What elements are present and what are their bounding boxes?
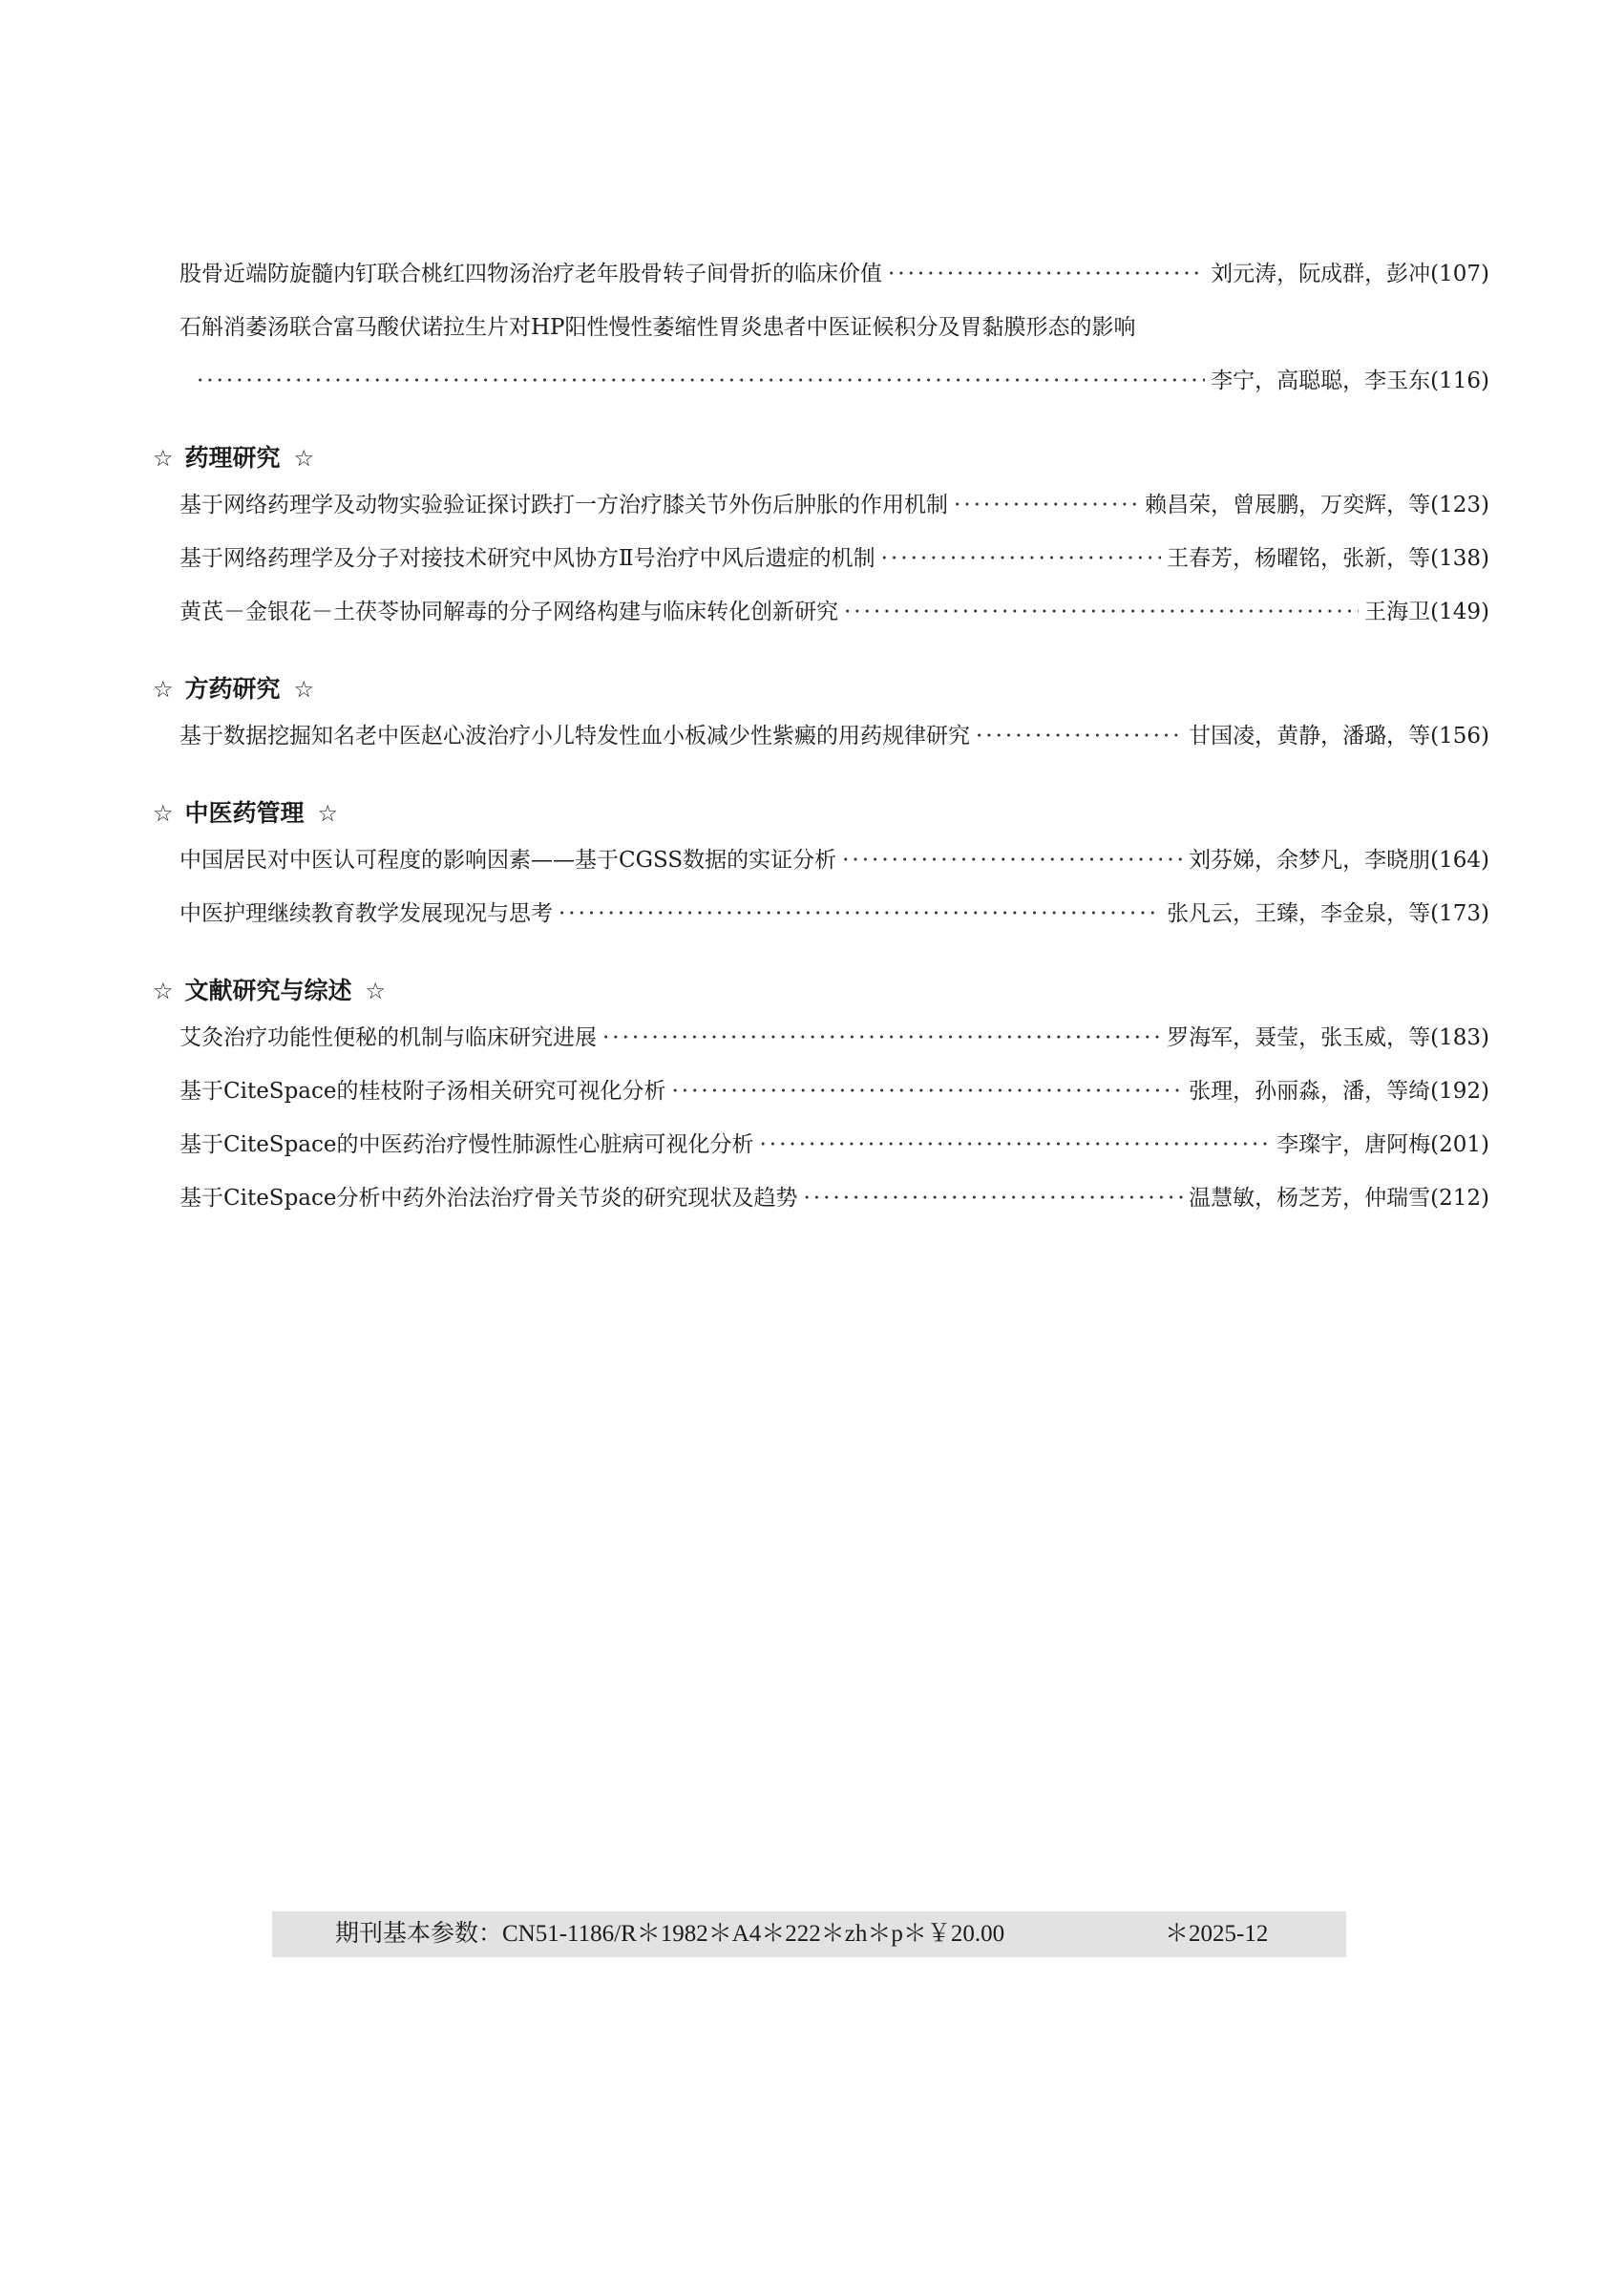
toc-entry[interactable] [153, 594, 1489, 647]
leader-dots [954, 493, 1139, 517]
entry-page: (107) [1430, 262, 1489, 286]
toc-entry-line [153, 594, 1489, 647]
entry-title: 基于网络药理学及分子对接技术研究中风协方Ⅱ号治疗中风后遗症的机制 [179, 546, 875, 571]
entry-authors: 张理，孙丽淼，潘，等绮 [1189, 1079, 1431, 1104]
toc-entry-line [153, 842, 1489, 896]
entry-title: 基于CiteSpace分析中药外治法治疗骨关节炎的研究现状及趋势 [179, 1186, 798, 1211]
leader-dots [602, 1025, 1161, 1050]
toc-entry[interactable] [153, 256, 1489, 309]
entry-authors: 罗海军，聂莹，张玉威，等 [1167, 1025, 1431, 1050]
entry-page: (138) [1430, 546, 1489, 571]
star-icon: ☆ [293, 445, 315, 472]
entry-authors: 张凡云，王臻，李金泉，等 [1167, 901, 1431, 926]
toc-entry-line [153, 363, 1489, 416]
entry-title: 基于网络药理学及动物实验验证探讨跌打一方治疗膝关节外伤后肿胀的作用机制 [179, 493, 948, 517]
star-icon: ☆ [293, 676, 315, 703]
leader-dots [559, 901, 1161, 926]
toc-entry-line [153, 896, 1489, 949]
journal-parameters-bar [272, 1911, 1346, 1957]
table-of-contents [153, 256, 1489, 1234]
toc-entry-line [153, 256, 1489, 309]
entry-authors: 刘元涛，阮成群，彭冲 [1211, 262, 1431, 286]
entry-page: (212) [1430, 1186, 1489, 1211]
entry-page: (123) [1430, 493, 1489, 517]
section-title: 中医药管理 [184, 799, 305, 827]
leader-dots [842, 848, 1183, 873]
toc-entry[interactable] [153, 540, 1489, 594]
section-title: 文献研究与综述 [184, 977, 352, 1004]
toc-entry[interactable] [153, 1073, 1489, 1127]
leader-dots [844, 600, 1359, 624]
entry-authors: 王海卫 [1364, 600, 1431, 624]
entry-page: (183) [1430, 1025, 1489, 1050]
toc-entry-line [153, 1127, 1489, 1180]
entry-authors: 李宁，高聪聪，李玉东 [1211, 369, 1431, 393]
entry-title: 中国居民对中医认可程度的影响因素——基于CGSS数据的实证分析 [179, 848, 837, 873]
section-heading [153, 430, 1489, 487]
leader-dots [888, 262, 1205, 286]
entry-page: (116) [1430, 369, 1489, 393]
entry-page: (201) [1430, 1132, 1489, 1157]
star-icon: ☆ [317, 800, 339, 827]
entry-title: 石斛消萎汤联合富马酸伏诺拉生片对HP阳性慢性萎缩性胃炎患者中医证候积分及胃黏膜形态的影响 [179, 315, 1136, 340]
entry-title: 基于数据挖掘知名老中医赵心波治疗小儿特发性血小板减少性紫癜的用药规律研究 [179, 724, 970, 749]
section-heading [153, 962, 1489, 1020]
toc-entry-line [153, 487, 1489, 540]
entry-authors: 刘芬娣，余梦凡，李晓朋 [1189, 848, 1431, 873]
toc-entry[interactable] [153, 487, 1489, 540]
entry-authors: 赖昌荣，曾展鹏，万奕辉，等 [1145, 493, 1431, 517]
entry-authors: 温慧敏，杨芝芳，仲瑞雪 [1189, 1186, 1431, 1211]
toc-entry-line [153, 1073, 1489, 1127]
toc-entry[interactable] [153, 896, 1489, 949]
leader-dots [672, 1079, 1184, 1104]
entry-title: 艾灸治疗功能性便秘的机制与临床研究进展 [179, 1025, 597, 1050]
section-title: 方药研究 [184, 675, 281, 703]
toc-entry[interactable] [153, 842, 1489, 896]
toc-entry[interactable] [153, 1020, 1489, 1073]
entry-title: 基于CiteSpace的桂枝附子汤相关研究可视化分析 [179, 1079, 666, 1104]
star-icon: ☆ [153, 800, 174, 827]
entry-authors: 李璨宇，唐阿梅 [1276, 1132, 1431, 1157]
toc-entry-line [153, 309, 1489, 363]
entry-title: 股骨近端防旋髓内钉联合桃红四物汤治疗老年股骨转子间骨折的临床价值 [179, 262, 882, 286]
toc-entry-line [153, 718, 1489, 771]
toc-entry-line [153, 1020, 1489, 1073]
toc-entry[interactable] [153, 1180, 1489, 1234]
entry-authors: 甘国凌，黄静，潘璐，等 [1189, 724, 1431, 749]
star-icon: ☆ [153, 676, 174, 703]
toc-entry[interactable] [153, 1127, 1489, 1180]
entry-authors: 王春芳，杨曜铭，张新，等 [1167, 546, 1431, 571]
entry-page: (173) [1430, 901, 1489, 926]
journal-parameters-text: 期刊基本参数：CN51-1186/R＊1982＊A4＊222＊zh＊p＊￥20.00 [335, 1921, 1005, 1947]
entry-title: 中医护理继续教育教学发展现况与思考 [179, 901, 553, 926]
leader-dots [976, 724, 1183, 749]
section-heading [153, 661, 1489, 718]
leader-dots [804, 1186, 1184, 1211]
entry-page: (164) [1430, 848, 1489, 873]
entry-page: (149) [1430, 600, 1489, 624]
leader-dots [197, 369, 1205, 393]
section-title: 药理研究 [184, 444, 281, 472]
leader-dots [881, 546, 1162, 571]
toc-entry-line [153, 1180, 1489, 1234]
entry-title: 黄芪－金银花－土茯苓协同解毒的分子网络构建与临床转化创新研究 [179, 600, 838, 624]
star-icon: ☆ [365, 978, 387, 1004]
entry-page: (156) [1430, 724, 1489, 749]
star-icon: ☆ [153, 445, 174, 472]
issue-date: ＊2025-12 [1165, 1921, 1269, 1947]
toc-entry-line [153, 540, 1489, 594]
section-heading [153, 785, 1489, 842]
entry-title: 基于CiteSpace的中医药治疗慢性肺源性心脏病可视化分析 [179, 1132, 754, 1157]
leader-dots [760, 1132, 1272, 1157]
toc-entry[interactable] [153, 718, 1489, 771]
star-icon: ☆ [153, 978, 174, 1004]
entry-page: (192) [1430, 1079, 1489, 1104]
toc-entry[interactable] [153, 309, 1489, 416]
